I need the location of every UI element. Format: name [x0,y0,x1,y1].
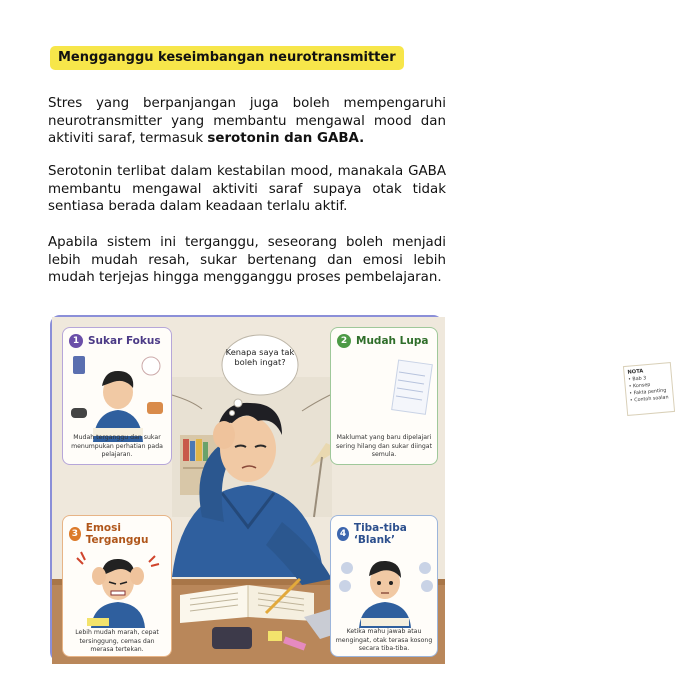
card-caption-4: Ketika mahu jawab atau mengingat, otak terasa kosong secara tiba-tiba. [335,628,433,652]
card-caption-2: Maklumat yang baru dipelajari sering hilang dan sukar diingat semula. [335,434,433,458]
illustration-panel [50,315,669,662]
paragraph-disruption: Apabila sistem ini terganggu, seseorang boleh menjadi lebih mudah resah, sukar bertenang dan emosi lebih mudah terjejas hingga mengganggu proses pembelajaran. [48,235,446,285]
card-title-4: Tiba-tiba ‘Blank’ [353,522,407,546]
card-caption-1: Mudah terganggu dan sukar menumpukan perhatian pada pelajaran. [71,434,163,458]
card-title-1: Sukar Fokus [88,335,161,347]
paragraph-stress-text: Stres yang berpanjangan juga boleh mempengaruhi neurotransmitter yang membantu mengawal mood dan aktiviti saraf, termasuk [48,96,446,146]
paragraph-stress [48,95,446,148]
sticky-note [623,362,675,416]
note-line: • Contoh soalan [629,395,669,404]
paragraph-serotonin: Serotonin terlibat dalam kestabilan mood, manakala GABA membantu mengawal aktiviti saraf supaya otak tidak sentiasa berada dalam keadaan terlalu aktif. [48,164,446,214]
card-number-1: 1 [69,334,83,348]
section-heading: Mengganggu keseimbangan neurotransmitter [50,46,404,70]
distracted-student-icon [63,352,173,442]
card-number-4: 4 [337,527,349,541]
note-line: • Fakta penting [629,388,667,397]
card-tiba-tiba-blank [330,515,438,657]
thought-bubble-text: Kenapa saya tak boleh ingat? [225,347,295,367]
note-title: NOTA [627,368,644,376]
blank-mind-student-icon [331,538,439,628]
angry-student-icon [63,538,173,628]
thought-bubble [224,335,296,393]
card-emosi-terganggu [62,515,172,657]
card-title-2: Mudah Lupa [356,335,429,347]
card-number-3: 3 [69,527,81,541]
card-caption-3: Lebih mudah marah, cepat tersinggung, cemas dan merasa tertekan. [75,629,159,653]
paragraph-stress-bold: serotonin dan GABA. [207,131,365,146]
note-line: • Konsep [628,382,651,390]
note-line: • Bab 3 [627,376,647,383]
card-number-2: 2 [337,334,351,348]
scattered-notes-icon [331,352,439,442]
card-title-3: Emosi Terganggu [85,522,149,546]
card-sukar-fokus [62,327,172,465]
card-mudah-lupa [330,327,669,465]
